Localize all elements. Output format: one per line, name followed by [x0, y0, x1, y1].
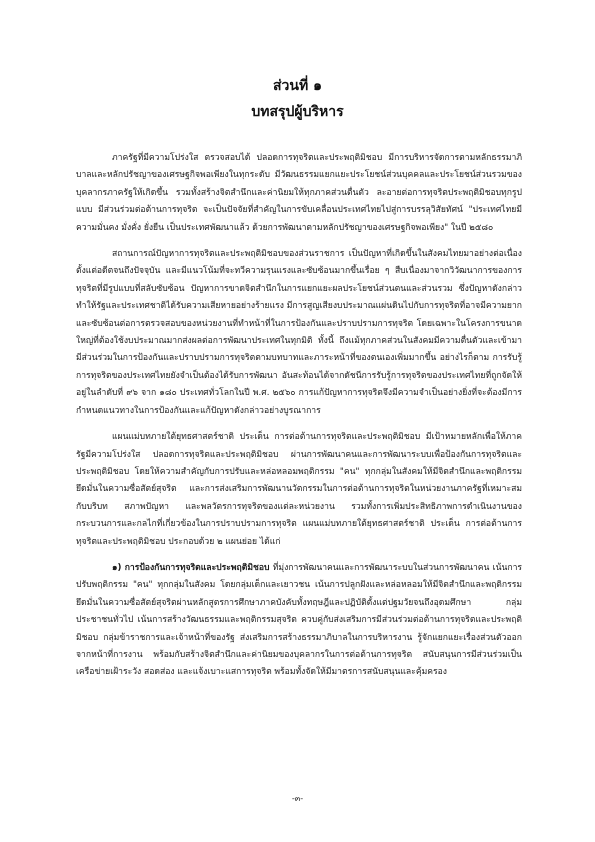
paragraph-situation: สถานการณ์ปัญหาการทุจริตและประพฤติมิชอบของส่วนราชการ เป็นปัญหาที่เกิดขึ้นในสังคมไทยมาอย่างต่อเนื่องตั้งแต่อดีตจนถึงปัจจุบัน และมีแนวโน้มที่จะทวีความรุนแรงและซับซ้อนมากขึ้นเรื่อย ๆ สืบเนื่องมาจากวิวัฒนาการของการทุจริตที่มีรูปแบบที่สลับซับซ้อน ปัญหาการขาดจิตสำนึกในการแยกแยะผลประโยชน์ส่วนตนและส่วนรวม ซึ่งปัญหาดังกล่าวทำให้รัฐและประเทศชาติได้รับความเสียหายอย่างร้ายแรง มีการสูญเสียงบประมาณแผ่นดินไปกับการทุจริตที่อาจมีความยากและซับซ้อนต่อการตรวจสอบของหน่วยงานที่ทำหน้าที่ในการป้องกันและปราบปรามการทุจริต โดยเฉพาะในโครงการขนาดใหญ่ที่ต้องใช้งบประมาณมากส่งผลต่อการพัฒนาประเทศในทุกมิติ ทั้งนี้ ถึงแม้ทุกภาคส่วนในสังคมมีความตื่นตัวและเข้ามามีส่วนร่วมในการป้องกันและปราบปรามการทุจริตตามบทบาทและภาระหน้าที่ของตนเองเพิ่มมากขึ้น อย่างไรก็ตาม การรับรู้การทุจริตของประเทศไทยยังจำเป็นต้องได้รับการพัฒนา อันสะท้อนได้จากดัชนีการรับรู้การทุจริตของประเทศไทยที่ถูกจัดให้อยู่ในลำดับที่ ๙๖ จาก ๑๘๐ ประเทศทั่วโลกในปี พ.ศ. ๒๕๖๐ การแก้ปัญหาการทุจริตจึงมีความจำเป็นอย่างยิ่งที่จะต้องมีการกำหนดแนวทางในการป้องกันและแก้ปัญหาดังกล่าวอย่างบูรณาการ [76, 249, 522, 416]
paragraph-vision: ภาครัฐที่มีความโปร่งใส ตรวจสอบได้ ปลอดการทุจริตและประพฤติมิชอบ มีการบริหารจัดการตามหลักธรรมาภิบาลและหลักปรัชญาของเศรษฐกิจพอเพียงในทุกระดับ มีวัฒนธรรมแยกแยะประโยชน์ส่วนบุคคลและประโยชน์ส่วนรวมของบุคลากรภาครัฐให้เกิดขึ้น รวมทั้งสร้างจิตสำนึกและค่านิยมให้ทุกภาคส่วนตื่นตัว ละอายต่อการทุจริตประพฤติมิชอบทุกรูปแบบ มีส่วนร่วมต่อต้านการทุจริต จะเป็นปัจจัยที่สำคัญในการขับเคลื่อนประเทศไทยไปสู่การบรรลุวิสัยทัศน์ "ประเทศไทยมีความมั่นคง มั่งคั่ง ยั่งยืน เป็นประเทศพัฒนาแล้ว ด้วยการพัฒนาตามหลักปรัชญาของเศรษฐกิจพอเพียง" ในปี ๒๕๘๐ [76, 153, 522, 233]
document-body [76, 150, 522, 682]
page-number: -๓- [291, 794, 304, 803]
sub-plan-heading: การป้องกันการทุจริตและประพฤติมิชอบ [124, 562, 270, 573]
sub-plan-item [76, 560, 522, 682]
sub-plan-number: ๑) [112, 562, 122, 573]
paragraph-master-plan: แผนแม่บทภายใต้ยุทธศาสตร์ชาติ ประเด็น การต่อต้านการทุจริตและประพฤติมิชอบ มีเป้าหมายหลักเพื่อให้ภาครัฐมีความโปร่งใส ปลอดการทุจริตและประพฤติมิชอบ ผ่านการพัฒนาคนและการพัฒนาระบบเพื่อป้องกันการทุจริตและประพฤติมิชอบ โดยให้ความสำคัญกับการปรับและหล่อหลอมพฤติกรรม "คน" ทุกกลุ่มในสังคมให้มีจิตสำนึกและพฤติกรรมยึดมั่นในความซื่อสัตย์สุจริต และการส่งเสริมการพัฒนานวัตกรรมในการต่อต้านการทุจริตในหน่วยงานภาครัฐที่เหมาะสมกับบริบท สภาพปัญหา และพลวัตรการทุจริตของแต่ละหน่วยงาน รวมทั้งการเพิ่มประสิทธิภาพการดำเนินงานของกระบวนการและกลไกที่เกี่ยวข้องในการปราบปรามการทุจริต แผนแม่บทภายใต้ยุทธศาสตร์ชาติ ประเด็น การต่อต้านการทุจริตและประพฤติมิชอบ ประกอบด้วย ๒ แผนย่อย ได้แก่ [76, 432, 522, 547]
sub-plan-text: ที่มุ่งการพัฒนาคนและการพัฒนาระบบในส่วนการพัฒนาคน เน้นการปรับพฤติกรรม "คน" ทุกกลุ่มในสังคม โดยกลุ่มเด็กและเยาวชน เน้นการปลูกฝังและหล่อหลอมให้มีจิตสำนึกและพฤติกรรมยึดมั่นในความซื่อสัตย์สุจริตผ่านหลักสูตรการศึกษาภาคบังคับทั้งทฤษฎีและปฏิบัติตั้งแต่ปฐมวัยจนถึงอุดมศึกษา กลุ่มประชาชนทั่วไป เน้นการสร้างวัฒนธรรมและพฤติกรรมสุจริต ควบคู่กับส่งเสริมการมีส่วนร่วมต่อต้านการทุจริตและประพฤติมิชอบ กลุ่มข้าราชการและเจ้าหน้าที่ของรัฐ ส่งเสริมการสร้างธรรมาภิบาลในการบริหารงาน รู้จักแยกแยะเรื่องส่วนตัวออกจากหน้าที่การงาน พร้อมกับสร้างจิตสำนึกและค่านิยมของบุคลากรในการต่อต้านการทุจริต สนับสนุนการมีส่วนร่วมเป็นเครือข่ายเฝ้าระวัง สอดส่อง และแจ้งเบาะแสการทุจริต พร้อมทั้งจัดให้มีมาตรการสนับสนุนและคุ้มครอง [76, 562, 523, 678]
part-label: ส่วนที่ ๑ [273, 78, 322, 94]
page-title: บทสรุปผู้บริหาร [251, 104, 344, 120]
